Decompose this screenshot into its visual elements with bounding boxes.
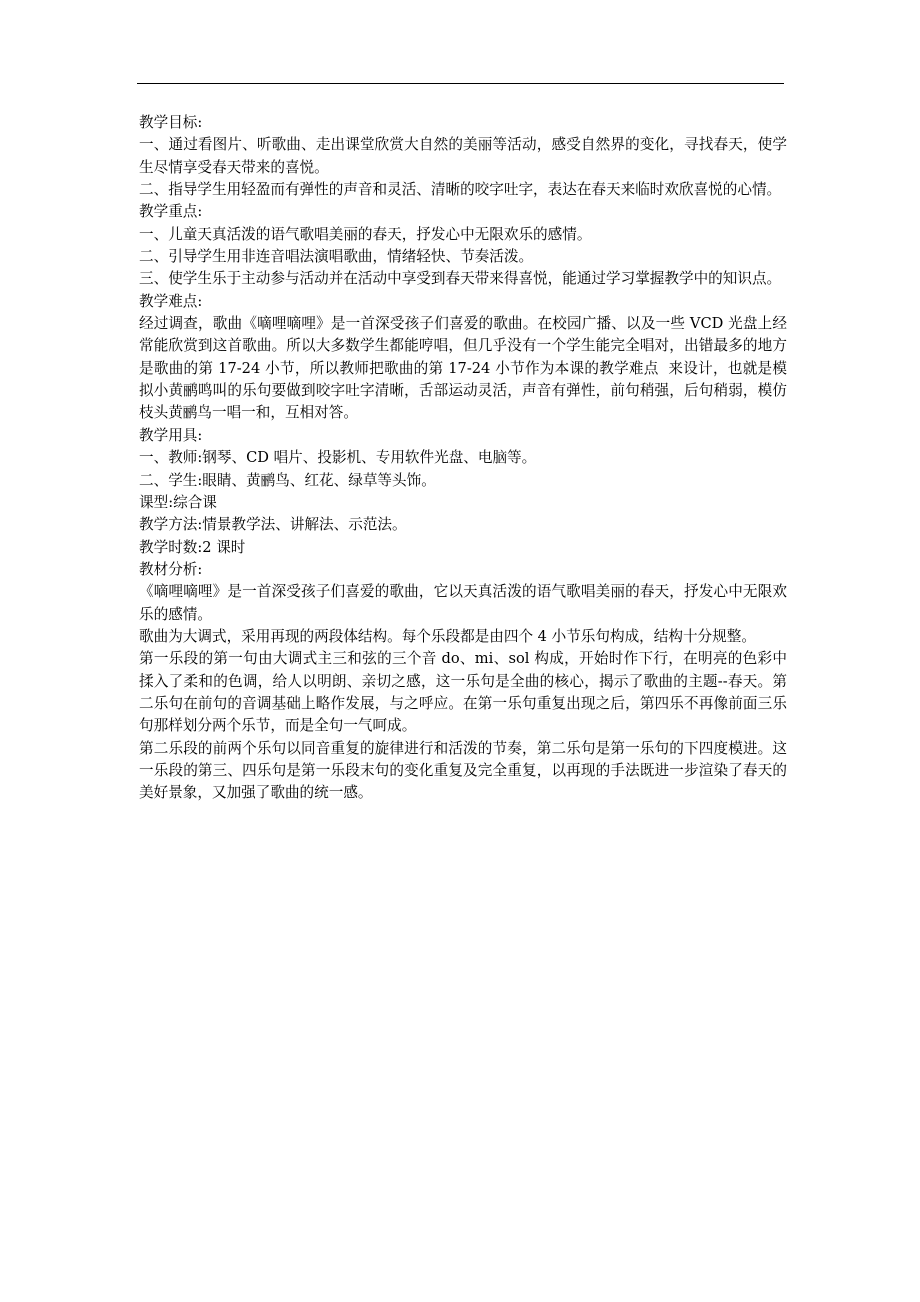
analysis-paragraph-4: 第二乐段的前两个乐句以同音重复的旋律进行和活泼的节奏，第二乐句是第一乐句的下四度模进。这一乐段的第三、四乐句是第一乐段末句的变化重复及完全重复，以再现的手法既进一步渲染了春天的美好景象，又加强了歌曲的统一感。	[139, 739, 787, 802]
class-hours: 教学时数:2 课时	[139, 538, 246, 556]
goal-item-2: 二、指导学生用轻盈而有弹性的声音和灵活、清晰的咬字吐字，表达在春天来临时欢欣喜悦的心情。	[139, 181, 782, 199]
analysis-paragraph-3: 第一乐段的第一句由大调式主三和弦的三个音 do、mi、sol 构成，开始时作下行，在明亮的色彩中揉入了柔和的色调，给人以明朗、亲切之感，这一乐句是全曲的核心，揭示了歌曲的主题--春天。第二乐句在前句的音调基础上略作发展，与之呼应。在第一乐句重复出现之后，第四乐不再像前面三乐句那样划分两个乐节，而是全句一气呵成。	[139, 650, 787, 735]
tools-teacher: 一、教师:钢琴、CD 唱片、投影机、专用软件光盘、电脑等。	[139, 449, 537, 467]
tools-student: 二、学生:眼睛、黄鹂鸟、红花、绿草等头饰。	[139, 471, 436, 489]
key-point-3: 三、使学生乐于主动参与活动并在活动中享受到春天带来得喜悦，能通过学习掌握教学中的知识点。	[139, 270, 782, 288]
heading-teaching-tools: 教学用具:	[139, 426, 203, 444]
key-point-2: 二、引导学生用非连音唱法演唱歌曲，情绪轻快、节奏活泼。	[139, 248, 534, 266]
header-rule	[137, 83, 784, 84]
analysis-paragraph-2: 歌曲为大调式，采用再现的两段体结构。每个乐段都是由四个 4 小节乐句构成，结构十分规整。	[139, 627, 756, 645]
analysis-paragraph-1: 《嘀哩嘀哩》是一首深受孩子们喜爱的歌曲，它以天真活泼的语气歌唱美丽的春天，抒发心中无限欢乐的感情。	[139, 583, 787, 623]
heading-teaching-goals: 教学目标:	[139, 114, 203, 131]
goal-item-1: 一、通过看图片、听歌曲、走出课堂欣赏大自然的美丽等活动，感受自然界的变化，寻找春天，使学生尽情享受春天带来的喜悦。	[139, 136, 787, 176]
document-body	[139, 112, 787, 805]
difficulty-paragraph: 经过调查，歌曲《嘀哩嘀哩》是一首深受孩子们喜爱的歌曲。在校园广播、以及一些 VCD 光盘上经常能欣赏到这首歌曲。所以大多数学生都能哼唱，但几乎没有一个学生能完全唱对，出错最多的地方是歌曲的第 17-24 小节，所以教师把歌曲的第 17-24 小节作为本课的教学难点 来设计，也就是模拟小黄鹂鸣叫的乐句要做到咬字吐字清晰，舌部运动灵活，声音有弹性，前句稍强，后句稍弱，模仿枝头黄鹂鸟一唱一和，互相对答。	[139, 315, 787, 422]
key-point-1: 一、儿童天真活泼的语气歌唱美丽的春天，抒发心中无限欢乐的感情。	[139, 225, 592, 243]
heading-difficulties: 教学难点:	[139, 292, 203, 310]
heading-key-points: 教学重点:	[139, 203, 203, 221]
teaching-methods: 教学方法:情景教学法、讲解法、示范法。	[139, 516, 407, 534]
lesson-type: 课型:综合课	[139, 493, 217, 511]
heading-material-analysis: 教材分析:	[139, 560, 203, 578]
